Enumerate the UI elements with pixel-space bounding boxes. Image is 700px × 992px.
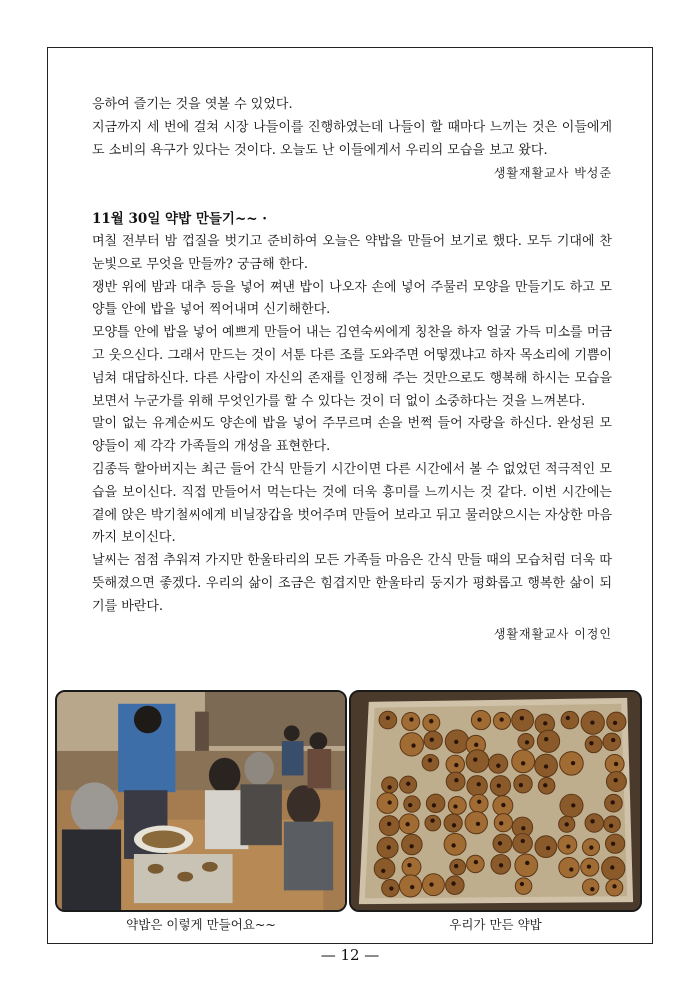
jujube-piece	[614, 762, 618, 766]
jujube-piece	[613, 721, 617, 725]
jujube-piece	[565, 822, 569, 826]
yakbap-piece	[582, 879, 598, 895]
paragraph: 날씨는 점점 추워져 가지만 한울타리의 모든 가족들 마음은 간식 만들 때의 모습처럼 더욱 따뜻해졌으면 좋겠다. 우리의 삶이 조금은 힘겹지만 한울타리 둥지가 평화롭고 행복한 삶이 되기를 바란다.	[92, 553, 612, 614]
jujube-piece	[451, 843, 455, 847]
jujube-piece	[613, 778, 617, 782]
jujube-piece	[428, 758, 432, 762]
jujube-piece	[473, 757, 477, 761]
signature-text: 생활재활교사 이정인	[493, 626, 612, 641]
jujube-piece	[454, 740, 458, 744]
jujube-piece	[454, 864, 458, 868]
jujube-piece	[451, 881, 455, 885]
page-number: — 12 —	[320, 946, 380, 964]
paragraph: 말이 없는 유계순씨도 양손에 밥을 넣어 주무르며 손을 번쩍 들어 자랑을 하신다. 완성된 모양들이 제 각각 가족들의 개성을 표현한다.	[92, 416, 612, 455]
jujube-piece	[520, 716, 524, 720]
jujube-piece	[452, 823, 456, 827]
jujube-piece	[430, 818, 434, 822]
yakbap-piece	[535, 836, 557, 858]
jujube-piece	[590, 720, 594, 724]
jujube-piece	[544, 764, 548, 768]
jujube-piece	[609, 824, 613, 828]
yakbap-piece	[559, 857, 579, 877]
yakbap-piece	[603, 733, 621, 751]
jujube-piece	[501, 803, 505, 807]
jujube-piece	[500, 717, 504, 721]
jujube-piece	[406, 782, 410, 786]
jujube-piece	[477, 782, 481, 786]
jujube-piece	[566, 844, 570, 848]
jujube-piece	[589, 741, 593, 745]
yakbap-piece	[561, 711, 579, 728]
signature-text: 생활재활교사 박성준	[493, 166, 612, 181]
jujube-piece	[525, 861, 529, 865]
yakbap-piece	[382, 777, 398, 793]
jujube-piece	[496, 764, 500, 768]
paragraph: 김종득 할아버지는 최근 들어 간식 만들기 시간이면 다른 시간에서 볼 수 없었던 적극적인 모습을 보이신다. 직접 만들어서 먹는다는 것에 더욱 흥미를 느끼시는 것 같다. 이번 시간에는 곁에 앉은 박기철씨에게 비닐장갑을 벗어주며 만들어 보라고 뒤고 물러앉으시는 자상한 마음까지 보이신다.	[92, 461, 612, 546]
jujube-piece	[429, 719, 433, 723]
yakbap-piece	[422, 754, 439, 771]
jujube-piece	[546, 846, 550, 850]
jujube-piece	[519, 783, 523, 787]
jujube-piece	[544, 737, 548, 741]
jujube-piece	[411, 743, 415, 747]
jujube-piece	[587, 864, 591, 868]
yakbap-piece	[585, 814, 604, 832]
jujube-piece	[610, 865, 614, 869]
jujube-piece	[387, 845, 391, 849]
photo-illustration	[57, 692, 345, 910]
yakbap-piece	[374, 858, 395, 879]
paragraph: 모양틀 안에 밥을 넣어 예쁘게 만들어 내는 김연숙씨에게 칭찬을 하자 얼굴 가득 미소를 머금고 웃으신다. 그래서 만드는 것이 서툰 다른 조를 도와주면 어떻겠냐고 하자 목소리에 기쁨이 넘쳐 대답하신다. 다른 사람이 자신의 존재를 인정해 주는 것만으로도 행복해 하시는 모습을 보면서 누군가를 위해 무엇인가를 할 수 있다는 것이 더 없이 소중하다는 것을 느껴본다.	[92, 325, 612, 409]
yakbap-piece	[425, 815, 441, 831]
yakbap-piece	[426, 794, 445, 812]
jujube-piece	[453, 804, 457, 808]
yakbap-piece	[377, 793, 398, 814]
jujube-piece	[454, 763, 458, 767]
photo-finished-yakbap	[349, 690, 642, 912]
jujube-piece	[611, 800, 615, 804]
yakbap-piece	[585, 736, 602, 753]
jujube-piece	[409, 717, 413, 721]
yakbap-piece	[512, 709, 534, 731]
jujube-piece	[386, 716, 390, 720]
jujube-piece	[477, 718, 481, 722]
jujube-piece	[499, 821, 503, 825]
jujube-piece	[571, 803, 575, 807]
article-body	[92, 94, 612, 646]
tray-illustration	[351, 692, 640, 910]
paragraph: 지금까지 세 번에 걸쳐 시장 나들이를 진행하였는데 나들이 할 때마다 느끼는 것은 이들에게도 소비의 욕구가 있다는 것이다. 오늘도 난 이들에게서 우리의 모습을 보고 왔다.	[92, 119, 612, 158]
jujube-piece	[525, 740, 529, 744]
jujube-piece	[590, 819, 594, 823]
signature-park	[92, 162, 612, 186]
jujube-piece	[521, 761, 525, 765]
jujube-piece	[498, 841, 502, 845]
yakbap-piece	[402, 858, 421, 877]
jujube-piece	[454, 778, 458, 782]
jujube-piece	[430, 738, 434, 742]
jujube-piece	[566, 716, 570, 720]
jujube-piece	[520, 882, 524, 886]
signature-lee	[92, 623, 612, 647]
yakbap-piece	[515, 878, 532, 895]
jujube-piece	[389, 886, 393, 890]
jujube-piece	[387, 800, 391, 804]
photo-making-yakbap	[55, 690, 347, 912]
jujube-piece	[407, 863, 411, 867]
paragraph: 쟁반 위에 밤과 대추 등을 넣어 쪄낸 밥이 나오자 손에 넣어 주물러 모양을 만들기도 하고 모양틀 안에 밥을 넣어 찍어내며 신기해한다.	[92, 279, 612, 318]
jujube-piece	[410, 885, 414, 889]
yakbap-piece	[494, 814, 512, 832]
paragraph: 며칠 전부터 밤 껍질을 벗기고 준비하여 오늘은 약밥을 만들어 보기로 했다. 모두 기대에 찬 눈빛으로 무엇을 만들까? 궁금해 한다.	[92, 233, 612, 272]
jujube-piece	[589, 845, 593, 849]
jujube-piece	[521, 826, 525, 830]
jujube-piece	[477, 800, 481, 804]
photo-caption-right: 우리가 만든 약밥	[449, 917, 542, 932]
jujube-piece	[569, 867, 573, 871]
jujube-piece	[590, 887, 594, 891]
jujube-piece	[405, 822, 409, 826]
jujube-piece	[409, 844, 413, 848]
jujube-piece	[474, 743, 478, 747]
jujube-piece	[611, 842, 615, 846]
jujube-piece	[571, 761, 575, 765]
yakbap-piece	[493, 834, 512, 853]
yakbap-piece	[467, 776, 488, 796]
jujube-piece	[476, 822, 480, 826]
paragraph: 응하여 즐기는 것을 엿볼 수 있었다.	[92, 97, 293, 112]
yakbap-piece	[402, 713, 420, 731]
jujube-piece	[429, 882, 433, 886]
jujube-piece	[432, 803, 436, 807]
jujube-piece	[543, 721, 547, 725]
jujube-piece	[408, 803, 412, 807]
yakbap-piece	[466, 750, 489, 773]
jujube-piece	[612, 884, 616, 888]
jujube-piece	[387, 822, 391, 826]
yakbap-piece	[514, 775, 532, 793]
jujube-piece	[499, 863, 503, 867]
jujube-piece	[521, 839, 525, 843]
jujube-piece	[543, 783, 547, 787]
yakbap-piece	[444, 814, 462, 832]
section-heading: 11월 30일 약밥 만들기~~ ·	[92, 211, 267, 228]
yakbap-piece	[513, 834, 533, 854]
yakbap-piece	[537, 730, 559, 752]
jujube-piece	[474, 860, 478, 864]
jujube-piece	[381, 869, 385, 873]
jujube-piece	[387, 785, 391, 789]
yakbap-piece	[515, 854, 538, 877]
photo-caption-left: 약밥은 이렇게 만들어요~~	[126, 917, 276, 932]
jujube-piece	[497, 784, 501, 788]
jujube-piece	[611, 738, 615, 742]
